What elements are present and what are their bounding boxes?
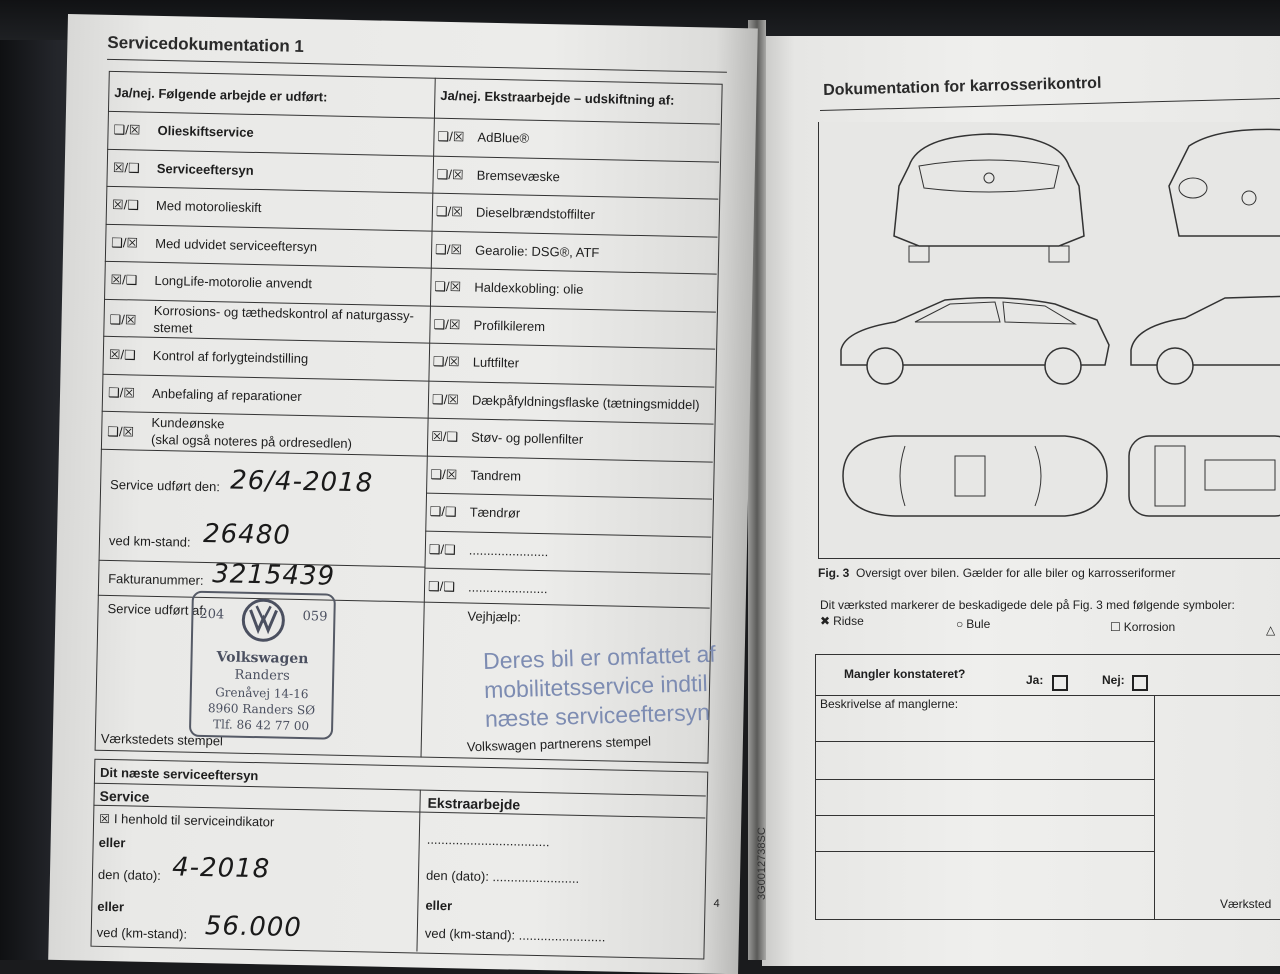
yes-no-checkbox[interactable]: ❑/☒	[435, 203, 464, 220]
col2-header: Ja/nej. Ekstraarbejde – udskiftning af:	[440, 87, 675, 108]
extra-item-label: Tandrem	[470, 467, 522, 484]
damage-symbol-icon: ○	[956, 617, 964, 631]
extra-km-label: ved (km-stand):	[424, 925, 516, 943]
table-divider	[1154, 695, 1155, 919]
service-date-handwritten: 26/4-2018	[229, 465, 374, 499]
yes-no-checkbox[interactable]: ❑/☒	[111, 234, 139, 251]
damage-symbol-item	[1266, 623, 1278, 637]
work-item-label: Serviceeftersyn	[156, 160, 254, 178]
car-overview-figure	[818, 122, 1280, 559]
work-item-label: Anbefaling af reparationer	[151, 385, 302, 404]
work-item-label-line2: (skal også noteres på ordresedlen)	[150, 431, 353, 452]
invoice-handwritten: 3215439	[211, 559, 336, 592]
next-date-handwritten: 4-2018	[171, 852, 271, 885]
yes-no-checkbox[interactable]: ☒/❑	[431, 428, 459, 445]
km-label: ved km-stand:	[108, 532, 191, 550]
work-item-label: LongLife-motorolie anvendt	[154, 272, 313, 292]
yes-no-checkbox[interactable]: ❑/☒	[436, 166, 464, 182]
yes-no-checkbox[interactable]: ❑/❑	[428, 541, 456, 557]
work-item-label: Kundeønske	[151, 414, 225, 432]
stamp-left-number: 204	[199, 606, 225, 623]
per-indicator-label: I henhold til serviceindikator	[113, 811, 275, 830]
yes-no-checkbox[interactable]: ❑/☒	[113, 121, 141, 138]
damage-symbol-item	[956, 617, 990, 631]
mobility-service-stamp	[483, 640, 718, 734]
performed-by-label: Service udført af:	[107, 600, 207, 619]
figure-caption	[818, 566, 1175, 580]
yes-no-checkbox[interactable]: ❑/☒	[431, 391, 460, 407]
extra-item-label: ......................	[467, 579, 548, 597]
damage-symbol-icon: ☐	[1110, 620, 1121, 634]
mobility-line: mobilitetsservice indtil	[483, 669, 709, 703]
work-item-label: Olieskiftservice	[157, 122, 254, 140]
yes-no-checkbox[interactable]: ☒/❑	[108, 346, 136, 363]
extra-item-label: Dækpåfyldningsflaske (tætningsmiddel)	[471, 392, 700, 412]
yes-no-checkbox[interactable]: ❑/☒	[432, 353, 460, 370]
yes-no-checkbox[interactable]: ❑/❑	[427, 578, 456, 595]
yes-no-checkbox[interactable]: ❑/❑	[429, 503, 457, 520]
car-rear-view-icon	[879, 126, 1099, 266]
row-line	[816, 779, 1154, 780]
damage-symbol-label: Bule	[966, 617, 991, 631]
work-item-label: Kontrol af forlygteindstilling	[152, 347, 309, 367]
damage-symbols	[820, 614, 1280, 637]
extra-item-label: Gearolie: DSG®, ATF	[474, 242, 600, 260]
work-item-label: Med udvidet serviceeftersyn	[155, 235, 318, 254]
yes-label: Ja:	[1026, 673, 1044, 687]
stamp-name: Volkswagen	[216, 649, 309, 668]
next-service-title: Dit næste serviceeftersyn	[99, 764, 259, 784]
car-top-view-icon	[835, 426, 1115, 526]
page-title: Servicedokumentation 1	[107, 32, 305, 56]
stamp-zip: 8960 Randers SØ	[207, 701, 316, 718]
extra-item-label: Profilkilerem	[473, 317, 546, 334]
car-front-view-icon	[1159, 126, 1280, 256]
stamp-city: Randers	[234, 667, 290, 684]
extra-item-label: Støv- og pollenfilter	[471, 429, 584, 447]
yes-no-checkbox[interactable]: ❑/☒	[430, 466, 458, 482]
row-line	[816, 741, 1154, 742]
stamp-right-number: 059	[302, 609, 328, 625]
mobility-line: næste serviceeftersyn	[484, 698, 711, 732]
extra-km-dots: ........................	[518, 927, 606, 945]
work-list	[101, 111, 434, 458]
work-item-label-line2: stemet	[153, 319, 193, 336]
next-date-label: den (dato):	[97, 866, 162, 884]
workshop-stamp	[189, 591, 336, 740]
left-page	[48, 14, 758, 974]
car-side-view-2-icon	[1125, 290, 1280, 390]
page-number: 4	[713, 897, 720, 910]
extra-dots: ..................................	[426, 831, 550, 850]
extra-item-label: Tændrør	[469, 504, 521, 521]
checked-box-icon: ☒	[99, 811, 111, 827]
marking-instructions: Dit værksted markerer de beskadigede dele på Fig. 3 med følgende symboler:	[820, 598, 1235, 612]
next-service-header: Service	[99, 787, 150, 805]
damage-symbol-icon: △	[1266, 623, 1276, 637]
row-line	[816, 815, 1154, 816]
partner-stamp-label: Volkswagen partnerens stempel	[466, 733, 652, 755]
next-km-handwritten: 56.000	[204, 911, 303, 944]
or-label: eller	[98, 834, 126, 851]
defects-table	[815, 654, 1280, 920]
car-side-view-icon	[835, 290, 1115, 390]
figure-number: Fig. 3	[818, 566, 850, 580]
extra-date-dots: ........................	[492, 869, 580, 886]
damage-symbol-label: Ridse	[833, 614, 864, 628]
work-item-label: Korrosions- og tæthedskontrol af naturgassy-	[153, 302, 415, 323]
damage-symbol-item	[1110, 620, 1175, 634]
title-rule	[107, 59, 727, 73]
document-code: 3G0012738SC	[756, 827, 768, 900]
stamp-phone: Tlf. 86 42 77 00	[212, 717, 310, 734]
service-date-label: Service udført den:	[109, 476, 221, 495]
yes-no-checkbox[interactable]: ❑/☒	[107, 384, 136, 400]
no-label: Nej:	[1102, 673, 1125, 687]
invoice-label: Fakturanummer:	[108, 570, 204, 588]
work-item-label: Med motorolieskift	[155, 197, 262, 216]
workshop-stamp-label: Værkstedets stempel	[100, 730, 224, 749]
roadside-label: Vejhjælp:	[467, 608, 522, 625]
stamp-street: Grenåvej 14-16	[215, 685, 309, 702]
yes-checkbox[interactable]	[1052, 675, 1068, 691]
yes-no-checkbox[interactable]: ❑/☒	[437, 128, 465, 145]
car-underbody-view-icon	[1125, 426, 1280, 526]
extra-list	[424, 118, 720, 614]
workshop-label: Værksted	[1220, 897, 1272, 911]
km-handwritten: 26480	[202, 518, 292, 551]
extra-or-label: eller	[425, 897, 453, 914]
yes-no-checkbox[interactable]: ☒/❑	[110, 271, 138, 288]
extra-date-label: den (dato):	[425, 867, 490, 885]
yes-no-checkbox[interactable]: ❑/☒	[109, 311, 137, 328]
extra-item-label: Bremsevæske	[476, 167, 560, 184]
mobility-line: Deres bil er omfattet af	[482, 640, 717, 674]
or-label: eller	[97, 898, 125, 915]
description-label: Beskrivelse af manglerne:	[820, 697, 959, 711]
yes-no-checkbox[interactable]: ☒/❑	[111, 196, 140, 213]
no-checkbox[interactable]	[1132, 675, 1148, 691]
vw-logo-icon	[241, 598, 286, 643]
damage-symbol-icon: ✖	[820, 614, 831, 628]
damage-symbol-item	[820, 614, 864, 628]
next-km-label: ved (km-stand):	[96, 924, 188, 942]
extra-item-label: Dieselbrændstoffilter	[475, 204, 596, 223]
yes-no-checkbox[interactable]: ❑/☒	[434, 278, 462, 295]
row-line	[816, 695, 1280, 696]
extra-item-label: ......................	[468, 542, 549, 559]
col1-header: Ja/nej. Følgende arbejde er udført:	[114, 84, 328, 105]
next-extra-header: Ekstraarbejde	[427, 794, 521, 813]
yes-no-checkbox[interactable]: ❑/☒	[435, 241, 463, 257]
extra-date-line	[426, 868, 579, 886]
yes-no-checkbox[interactable]: ☒/❑	[112, 159, 140, 176]
yes-no-checkbox[interactable]: ❑/☒	[107, 423, 135, 440]
yes-no-checkbox[interactable]: ❑/☒	[433, 316, 461, 332]
extra-item-label: AdBlue®	[477, 129, 530, 146]
extra-item-label: Luftfilter	[472, 354, 520, 371]
defects-question: Mangler konstateret?	[844, 667, 966, 681]
damage-symbol-label: Korrosion	[1123, 620, 1176, 634]
right-page-title: Dokumentation for karrosserikontrol	[823, 74, 1102, 99]
extra-item-label: Haldexkobling: olie	[474, 279, 584, 297]
row-line	[816, 851, 1154, 852]
figure-caption-text: Oversigt over bilen. Gælder for alle biler og karrosseriformer	[856, 566, 1176, 580]
